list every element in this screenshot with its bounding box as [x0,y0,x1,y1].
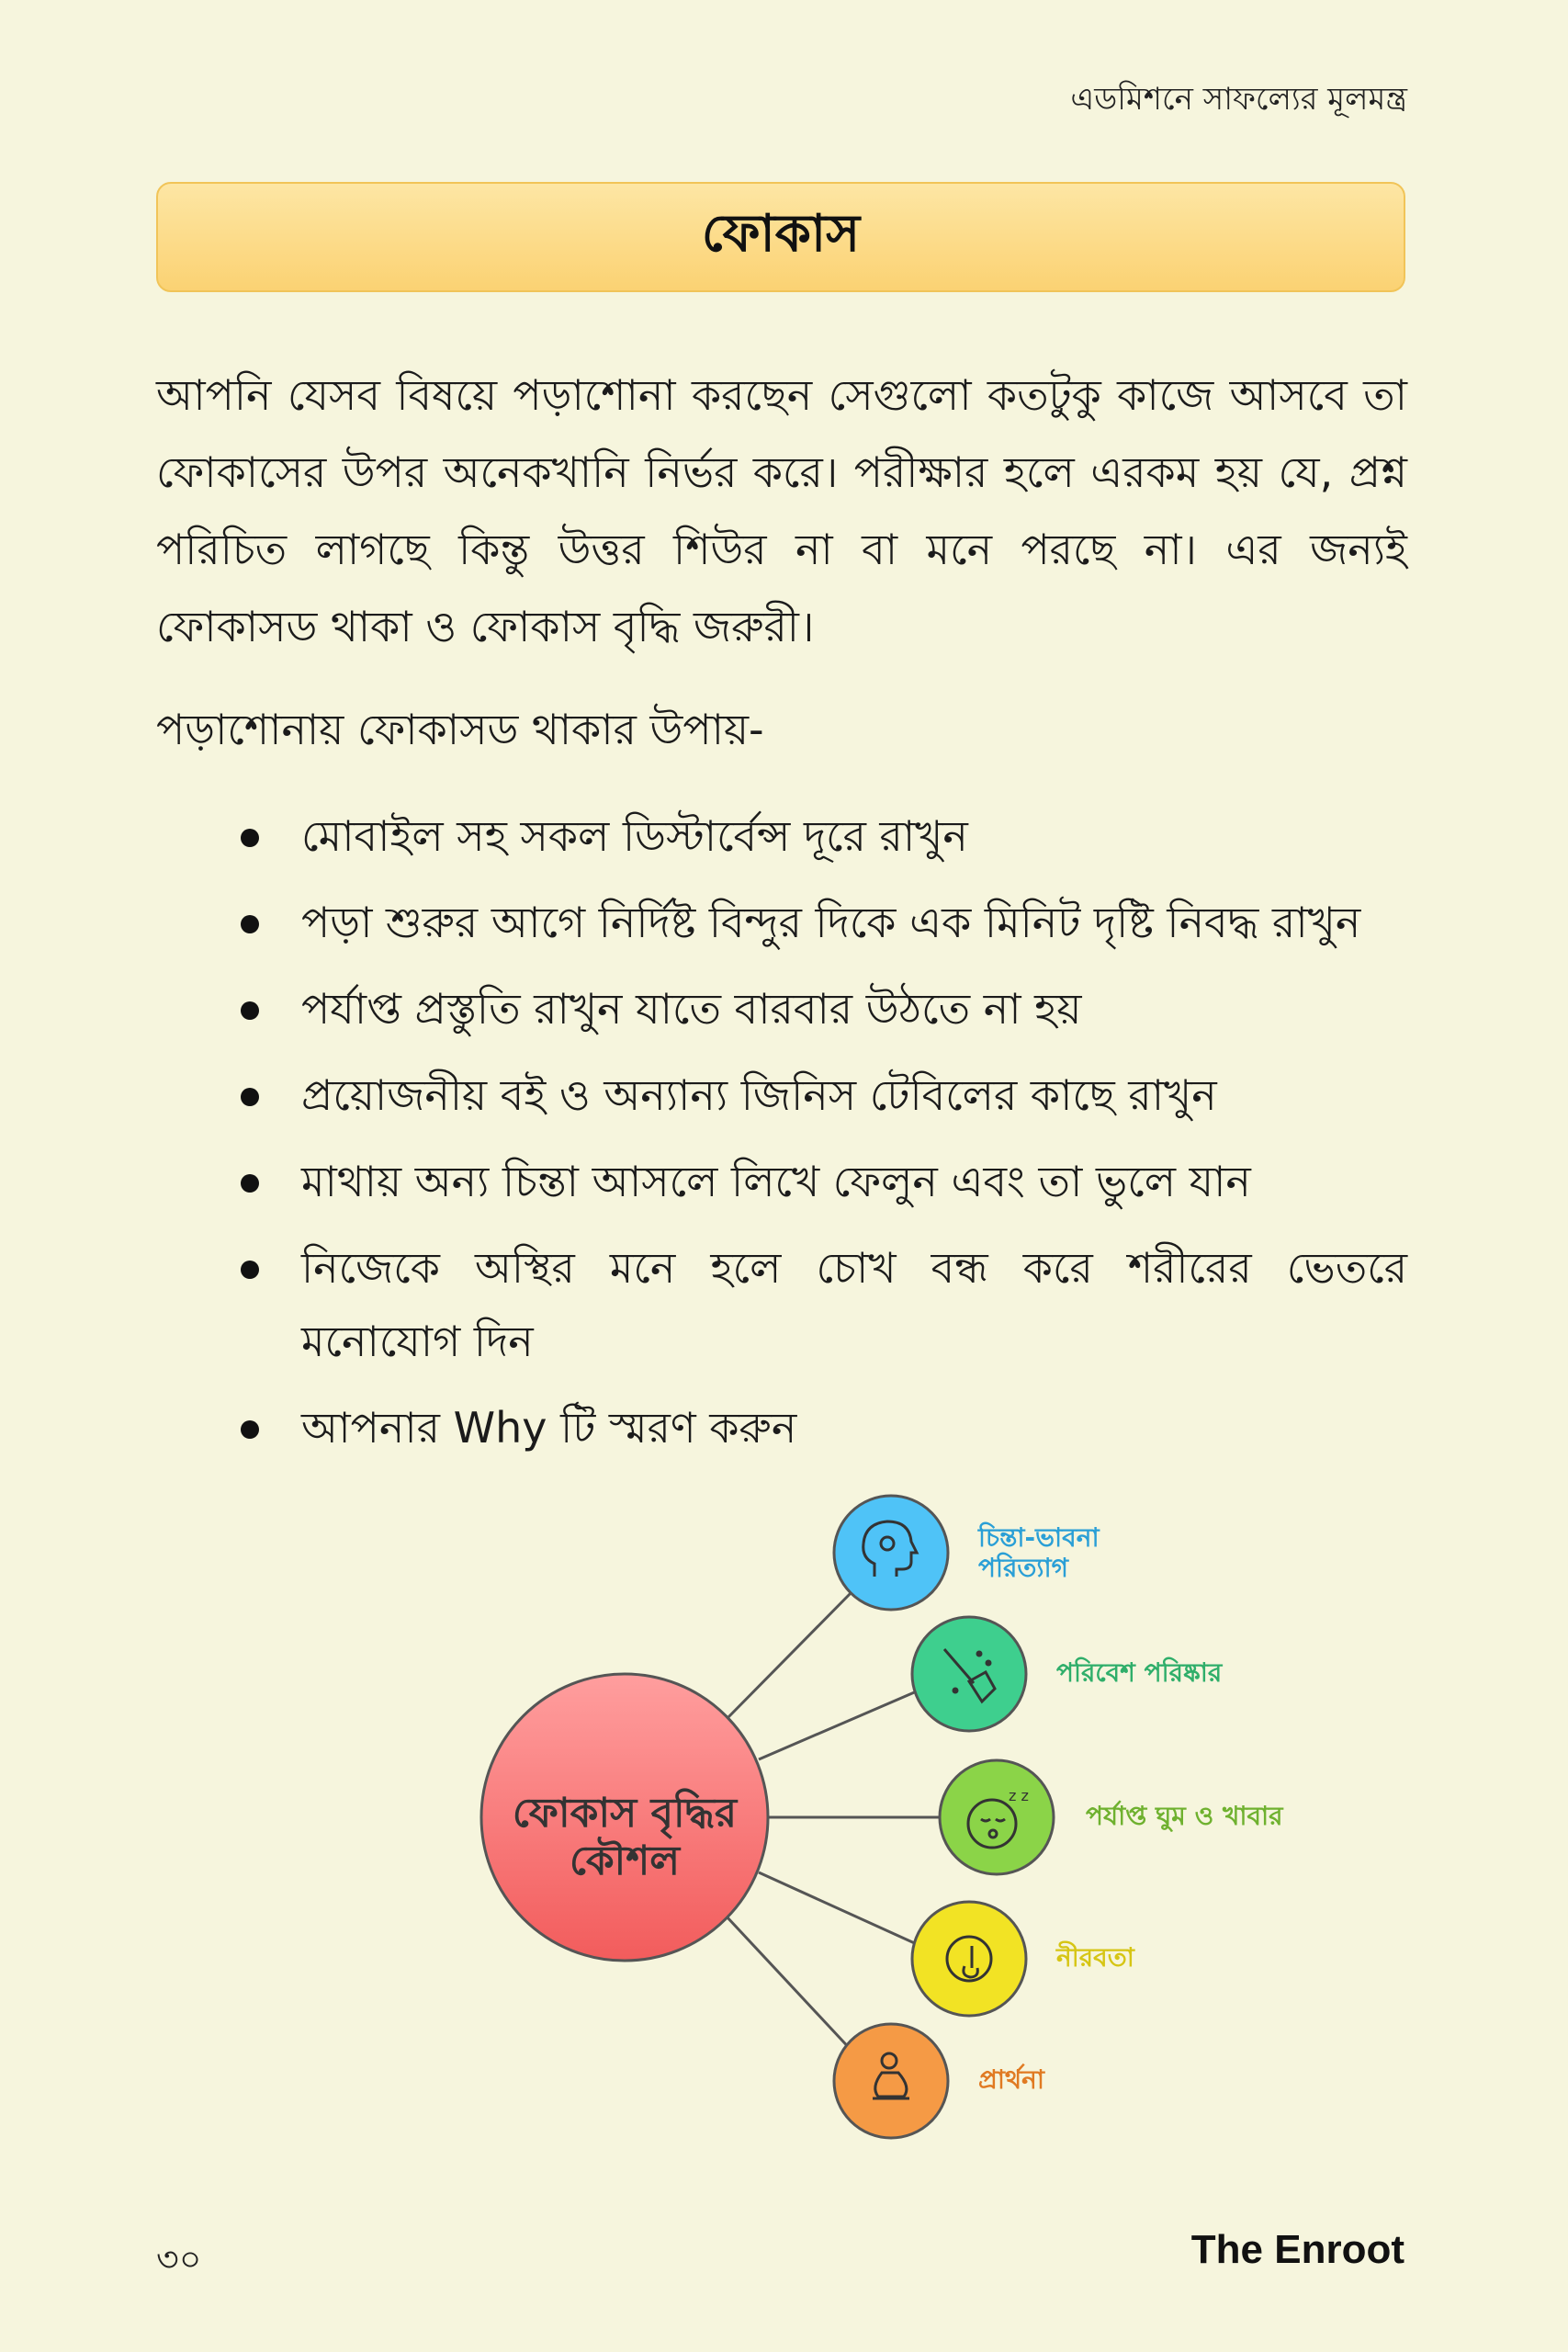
tips-subheading: পড়াশোনায় ফোকাসড থাকার উপায়- [156,705,764,754]
connector-line [759,1872,919,1945]
focus-techniques-diagram [0,1470,1568,2168]
center-label-line1: ফোকাস বৃদ্ধির [512,1790,738,1837]
connector-line [759,1690,919,1759]
connector-line [726,1589,854,1720]
node-circle-clean [912,1617,1026,1731]
node-label-thinking: চিন্তা-ভাবনা [978,1522,1100,1553]
list-item: নিজেকে অস্থির মনে হলে চোখ বন্ধ করে শরীরের ভেতরে মনোযোগ দিন [156,1231,1407,1378]
connector-line [726,1916,854,2053]
node-circle-prayer [834,2024,948,2138]
section-title-box [156,182,1405,292]
node-circle-silence [912,1902,1026,2016]
svg-text:z z: z z [1009,1787,1029,1804]
running-header: এডমিশনে সাফল্যের মূলমন্ত্র [1070,81,1407,118]
list-item: পড়া শুরুর আগে নির্দিষ্ট বিন্দুর দিকে এক মিনিট দৃষ্টি নিবদ্ধ রাখুন [156,886,1407,959]
intro-paragraph: আপনি যেসব বিষয়ে পড়াশোনা করছেন সেগুলো কতটুকু কাজে আসবে তা ফোকাসের উপর অনেকখানি নির্ভর করে। পরীক্ষার হলে এরকম হয় যে, প্রশ্ন পরিচিত লাগছে কিন্তু উত্তর শিউর না বা মনে পরছে না। এর জন্যই ফোকাসড থাকা ও ফোকাস বৃদ্ধি জরুরী। [156,370,1407,651]
center-label-line2: কৌশল [569,1838,681,1884]
node-label-thinking-2: পরিত্যাগ [978,1553,1069,1583]
list-item: আপনার Why টি স্মরণ করুন [156,1391,1407,1464]
list-item: প্রয়োজনীয় বই ও অন্যান্য জিনিস টেবিলের কাছে রাখুন [156,1058,1407,1132]
section-title: ফোকাস [701,204,861,264]
node-circle-sleep [940,1760,1054,1874]
node-label-prayer: প্রার্থনা [978,2064,1044,2095]
page-number: ৩০ [156,2239,202,2279]
tips-list [156,799,1407,1464]
list-item: মোবাইল সহ সকল ডিস্টার্বেন্স দূরে রাখুন [156,799,1407,873]
brand-name: The Enroot [1190,2227,1404,2272]
node-label-clean: পরিবেশ পরিষ্কার [1056,1657,1223,1688]
node-label-sleep: পর্যাপ্ত ঘুম ও খাবার [1086,1801,1283,1831]
node-circle-thinking [834,1496,948,1610]
node-label-silence: নীরবতা [1056,1942,1134,1973]
list-item: মাথায় অন্য চিন্তা আসলে লিখে ফেলুন এবং তা ভুলে যান [156,1145,1407,1218]
list-item: পর্যাপ্ত প্রস্তুতি রাখুন যাতে বারবার উঠতে না হয় [156,972,1407,1046]
